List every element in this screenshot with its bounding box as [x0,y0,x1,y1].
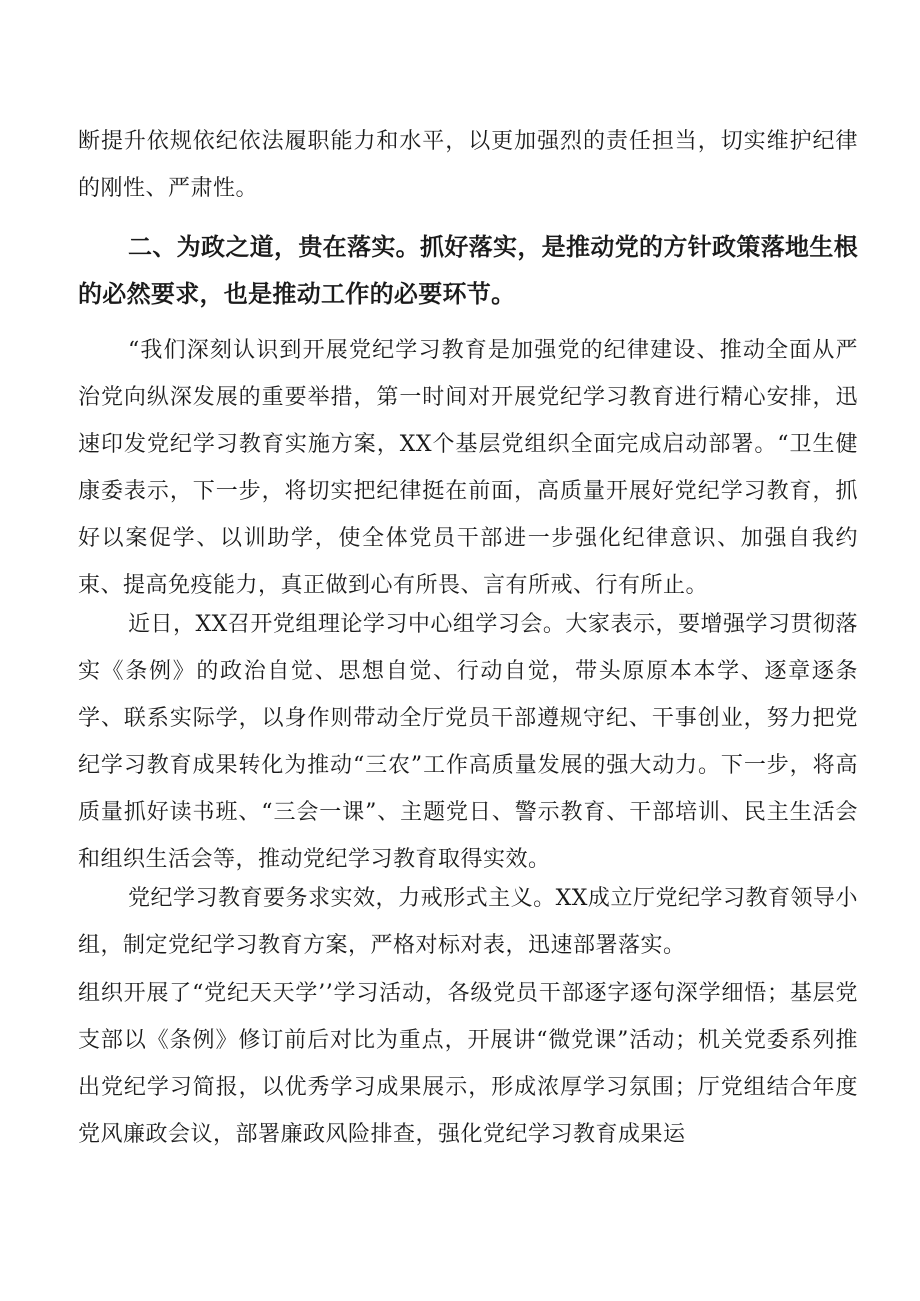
paragraph-leadership-group: 党纪学习教育要务求实效，力戒形式主义。XX成立厅党纪学习教育领导小组，制定党纪学习教育方案，严格对标对表，迅速部署落实。 [78,886,858,958]
paragraph-meeting: 近日，XX召开党组理论学习中心组学习会。大家表示，要增强学习贯彻落实《条例》的政治自觉、思想自觉、行动自觉，带头原原本本学、逐章逐条学、联系实际学，以身作则带动全厅党员干部遵规守纪、干事创业，努力把党纪学习教育成果转化为推动“三农”工作高质量发展的强大动力。下一步，将高质量抓好读书班、“三会一课”、主题党日、警示教育、干部培训、民主生活会和组织生活会等，推动党纪学习教育取得实效。 [78,612,858,872]
paragraph-activities: 组织开展了“党纪天天学’’学习活动，各级党员干部逐字逐句深学细悟；基层党支部以《条例》修订前后对比为重点，开展讲“微党课”活动；机关党委系列推出党纪学习简报，以优秀学习成果展示，形成浓厚学习氛围；厅党组结合年度党风廉政会议，部署廉政风险排查，强化党纪学习教育成果运 [78,981,858,1147]
paragraph-continuation: 断提升依规依纪依法履职能力和水平，以更加强烈的责任担当，切实维护纪律的刚性、严肃性。 [78,129,858,201]
paragraph-quote: “我们深刻认识到开展党纪学习教育是加强党的纪律建设、推动全面从严治党向纵深发展的重要举措，第一时间对开展党纪学习教育进行精心安排，迅速印发党纪学习教育实施方案，XX个基层党组织全面完成启动部署。“卫生健康委表示，下一步，将切实把纪律挺在前面，高质量开展好党纪学习教育，抓好以案促学、以训助学，使全体党员干部进一步强化纪律意识、加强自我约束、提高免疫能力，真正做到心有所畏、言有所戒、行有所止。 [78,338,858,598]
section-heading: 二、为政之道，贵在落实。抓好落实，是推动党的方针政策落地生根的必然要求，也是推动工作的必要环节。 [78,233,858,308]
